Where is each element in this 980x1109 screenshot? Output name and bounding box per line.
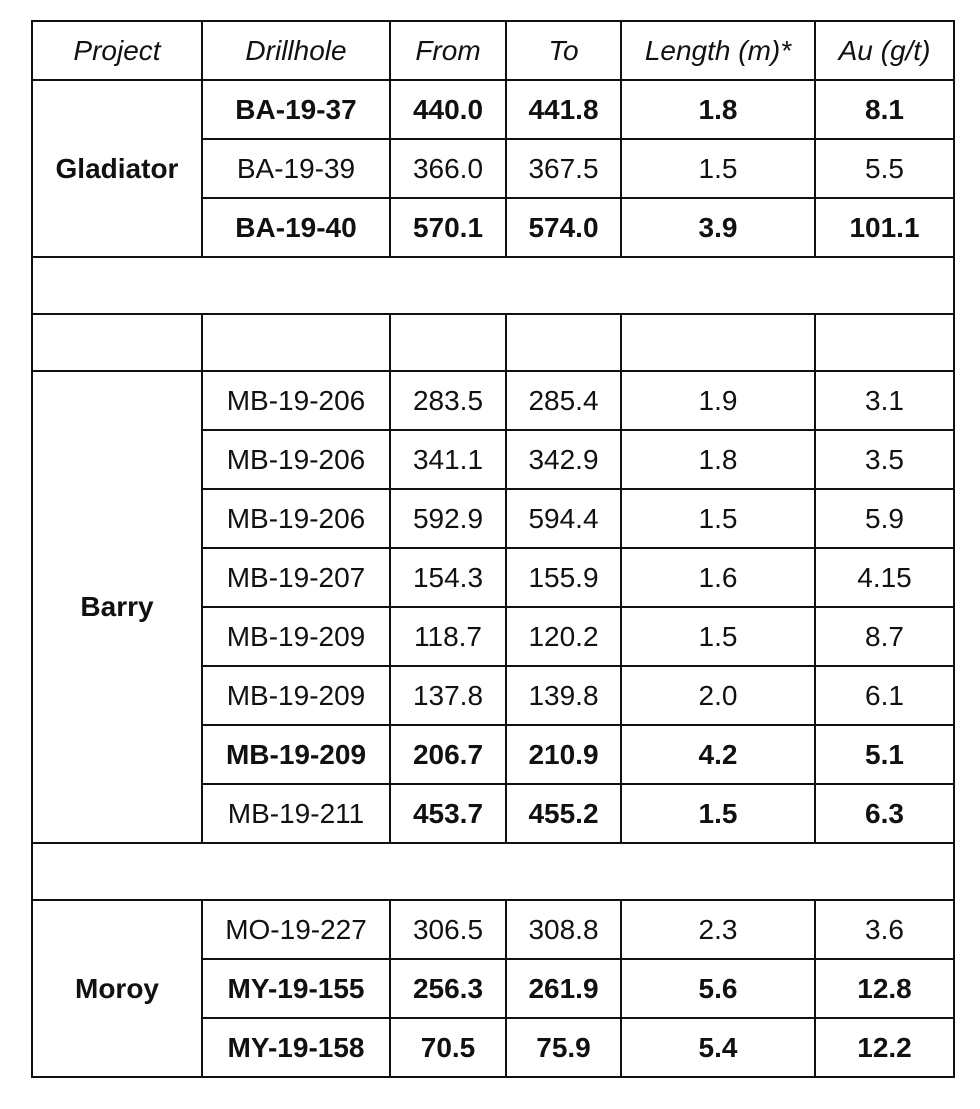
drillhole-cell: MB-19-209 [202,725,390,784]
to-cell: 455.2 [506,784,621,843]
to-cell: 139.8 [506,666,621,725]
au-grade-cell: 101.1 [815,198,954,257]
column-header-from: From [390,21,506,80]
length-cell: 3.9 [621,198,815,257]
drillhole-cell: MB-19-209 [202,666,390,725]
drillhole-cell: MB-19-209 [202,607,390,666]
au-grade-cell: 5.9 [815,489,954,548]
au-grade-cell: 8.1 [815,80,954,139]
au-grade-cell: 3.6 [815,900,954,959]
to-cell: 155.9 [506,548,621,607]
length-cell: 1.5 [621,607,815,666]
from-cell: 453.7 [390,784,506,843]
from-cell: 70.5 [390,1018,506,1077]
length-cell: 1.8 [621,80,815,139]
spacer-cell [390,314,506,371]
drillhole-cell: BA-19-37 [202,80,390,139]
spacer-row [32,843,954,900]
length-cell: 1.5 [621,139,815,198]
to-cell: 210.9 [506,725,621,784]
drill-results-table [31,20,955,1078]
au-grade-cell: 5.1 [815,725,954,784]
from-cell: 206.7 [390,725,506,784]
project-name-cell: Gladiator [32,80,202,257]
from-cell: 592.9 [390,489,506,548]
drillhole-cell: BA-19-39 [202,139,390,198]
table-row [32,80,954,139]
spacer-row [32,314,954,371]
spacer-cell [32,843,954,900]
length-cell: 5.4 [621,1018,815,1077]
column-header-length: Length (m)* [621,21,815,80]
au-grade-cell: 3.1 [815,371,954,430]
from-cell: 440.0 [390,80,506,139]
to-cell: 308.8 [506,900,621,959]
column-header-project: Project [32,21,202,80]
from-cell: 118.7 [390,607,506,666]
drillhole-cell: MO-19-227 [202,900,390,959]
length-cell: 1.6 [621,548,815,607]
column-header-to: To [506,21,621,80]
length-cell: 2.0 [621,666,815,725]
length-cell: 1.5 [621,489,815,548]
drillhole-cell: MB-19-211 [202,784,390,843]
header-row [32,21,954,80]
to-cell: 441.8 [506,80,621,139]
spacer-cell [202,314,390,371]
drillhole-cell: MY-19-158 [202,1018,390,1077]
from-cell: 256.3 [390,959,506,1018]
length-cell: 2.3 [621,900,815,959]
au-grade-cell: 3.5 [815,430,954,489]
to-cell: 367.5 [506,139,621,198]
drillhole-cell: MB-19-206 [202,371,390,430]
from-cell: 366.0 [390,139,506,198]
length-cell: 1.8 [621,430,815,489]
spacer-row [32,257,954,314]
length-cell: 4.2 [621,725,815,784]
from-cell: 306.5 [390,900,506,959]
project-name-cell: Barry [32,371,202,843]
to-cell: 285.4 [506,371,621,430]
au-grade-cell: 5.5 [815,139,954,198]
to-cell: 594.4 [506,489,621,548]
to-cell: 342.9 [506,430,621,489]
from-cell: 283.5 [390,371,506,430]
project-name-cell: Moroy [32,900,202,1077]
au-grade-cell: 4.15 [815,548,954,607]
to-cell: 120.2 [506,607,621,666]
table-body [32,80,954,1077]
to-cell: 75.9 [506,1018,621,1077]
drillhole-cell: MB-19-207 [202,548,390,607]
au-grade-cell: 6.1 [815,666,954,725]
to-cell: 261.9 [506,959,621,1018]
length-cell: 1.9 [621,371,815,430]
spacer-cell [815,314,954,371]
drillhole-cell: MB-19-206 [202,430,390,489]
from-cell: 341.1 [390,430,506,489]
au-grade-cell: 6.3 [815,784,954,843]
to-cell: 574.0 [506,198,621,257]
from-cell: 137.8 [390,666,506,725]
spacer-cell [32,257,954,314]
au-grade-cell: 12.2 [815,1018,954,1077]
length-cell: 1.5 [621,784,815,843]
length-cell: 5.6 [621,959,815,1018]
from-cell: 154.3 [390,548,506,607]
au-grade-cell: 12.8 [815,959,954,1018]
table-row [32,900,954,959]
au-grade-cell: 8.7 [815,607,954,666]
column-header-drillhole: Drillhole [202,21,390,80]
spacer-cell [32,314,202,371]
spacer-cell [621,314,815,371]
drillhole-cell: MB-19-206 [202,489,390,548]
table-row [32,371,954,430]
drillhole-cell: BA-19-40 [202,198,390,257]
drillhole-cell: MY-19-155 [202,959,390,1018]
column-header-au: Au (g/t) [815,21,954,80]
from-cell: 570.1 [390,198,506,257]
spacer-cell [506,314,621,371]
